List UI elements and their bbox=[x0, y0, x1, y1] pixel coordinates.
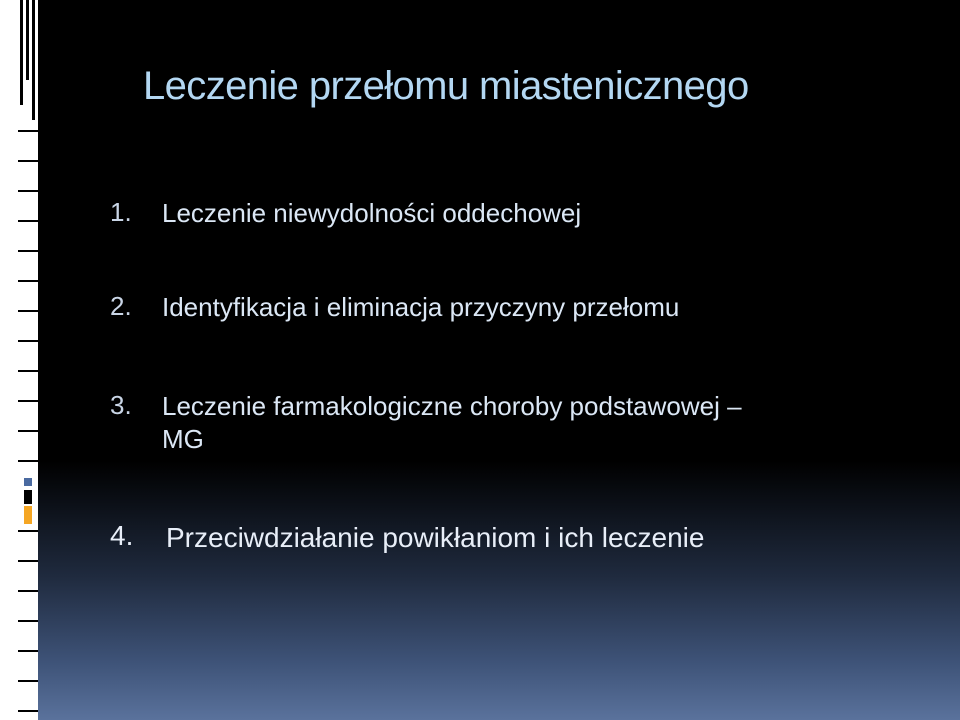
list-item-text: Identyfikacja i eliminacja przyczyny przełomu bbox=[162, 292, 680, 322]
list-item-number: 4. bbox=[110, 520, 134, 551]
list-item-text-line: Leczenie farmakologiczne choroby podstawowej – bbox=[162, 391, 742, 421]
list-item-text: Leczenie niewydolności oddechowej bbox=[162, 198, 582, 228]
list-item-number: 1. bbox=[110, 197, 132, 227]
list-item-text: Przeciwdziałanie powikłaniom i ich leczenie bbox=[166, 522, 705, 553]
list-item-number: 2. bbox=[110, 291, 132, 321]
decorative-side-marks bbox=[18, 0, 38, 720]
list-item-number: 3. bbox=[110, 390, 132, 420]
slide-title: Leczenie przełomu miastenicznego bbox=[143, 64, 749, 108]
list-item-text bbox=[162, 390, 742, 455]
list-item-text-line: MG bbox=[162, 423, 204, 454]
